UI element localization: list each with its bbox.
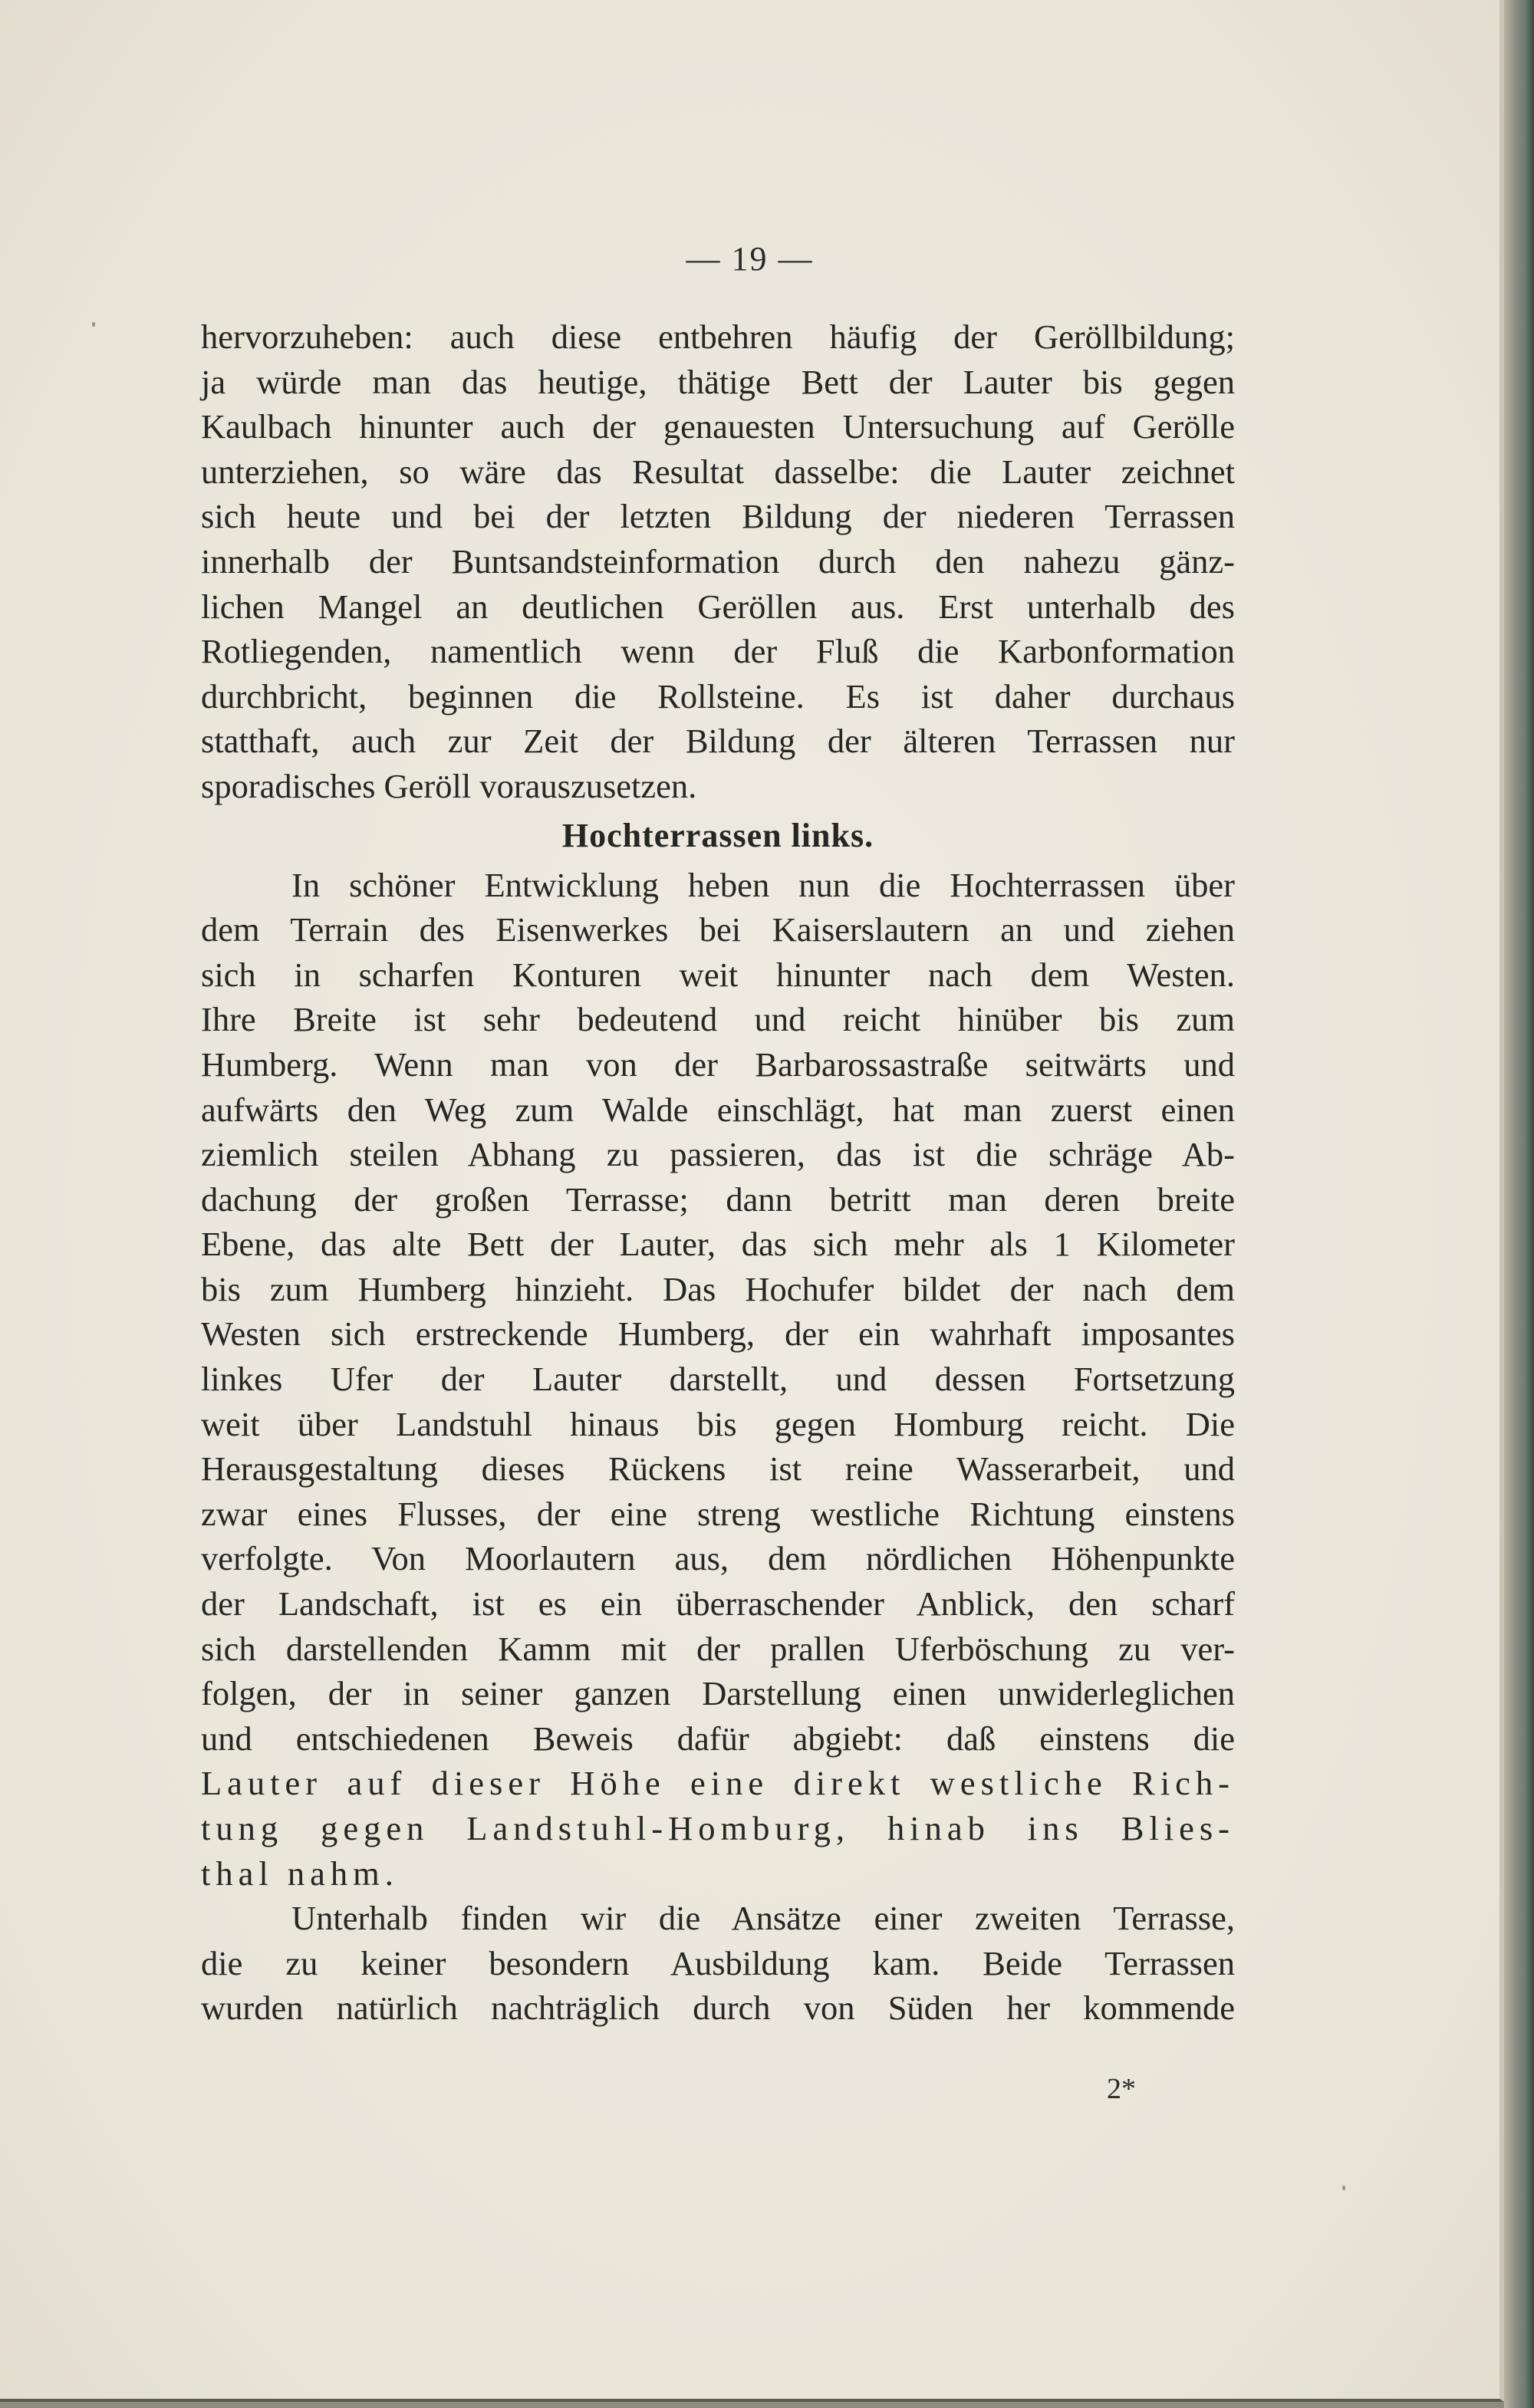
signature-mark: 2* xyxy=(1107,2073,1136,2105)
text-line: weit über Landstuhl hinaus bis gegen Homburg reicht. Die xyxy=(201,1404,1235,1443)
text-line: Ihre Breite ist sehr bedeutend und reicht hinüber bis zum xyxy=(201,1000,1235,1039)
paper-speck xyxy=(92,322,95,327)
text-line: sich darstellenden Kamm mit der prallen Uferböschung zu ver- xyxy=(201,1629,1235,1668)
text-line: Rotliegenden, namentlich wenn der Fluß die Karbonformation xyxy=(201,632,1235,671)
section-heading: Hochterrassen links. xyxy=(561,816,874,854)
text-line: der Landschaft, ist es ein überraschender Anblick, den scharf xyxy=(201,1584,1235,1623)
text-line: innerhalb der Buntsandsteinformation durch den nahezu gänz- xyxy=(201,541,1235,581)
text-line: wurden natürlich nachträglich durch von Süden her kommende xyxy=(201,1989,1235,2028)
text-line: sich heute und bei der letzten Bildung der niederen Terrassen xyxy=(201,497,1235,536)
text-line: Ebene, das alte Bett der Lauter, das sich mehr als 1 Kilometer xyxy=(201,1225,1235,1264)
text-line: folgen, der in seiner ganzen Darstellung einen unwiderleglichen xyxy=(201,1674,1235,1713)
body-text xyxy=(201,314,1235,2031)
text-line: Kaulbach hinunter auch der genauesten Untersuchung auf Gerölle xyxy=(201,407,1235,446)
book-spine-edge xyxy=(1504,0,1534,2408)
text-line: zwar eines Flusses, der eine streng westliche Richtung einstens xyxy=(201,1494,1235,1533)
text-line: Unterhalb finden wir die Ansätze einer zweiten Terrasse, xyxy=(291,1899,1235,1938)
text-line: Herausgestaltung dieses Rückens ist reine Wasserarbeit, und xyxy=(201,1449,1235,1489)
text-line: dem Terrain des Eisenwerkes bei Kaiserslautern an und ziehen xyxy=(201,910,1235,949)
text-line: Westen sich erstreckende Humberg, der ein wahrhaft imposantes xyxy=(201,1314,1235,1354)
text-line: und entschiedenen Beweis dafür abgiebt: daß einstens die xyxy=(201,1719,1235,1758)
paragraph xyxy=(201,1896,1235,2031)
text-line: linkes Ufer der Lauter darstellt, und dessen Fortsetzung xyxy=(201,1360,1235,1399)
text-line: In schöner Entwicklung heben nun die Hochterrassen über xyxy=(291,865,1235,904)
text-line: dachung der großen Terrasse; dann betritt man deren breite xyxy=(201,1179,1235,1219)
paper-speck xyxy=(1342,2186,1345,2190)
text-line: die zu keiner besondern Ausbildung kam. Beide Terrassen xyxy=(201,1943,1235,1982)
text-line: ziemlich steilen Abhang zu passieren, das ist die schräge Ab- xyxy=(201,1135,1235,1174)
text-line: sporadisches Geröll vorauszusetzen. xyxy=(201,766,697,805)
text-line-emphasis: tung gegen Landstuhl-Homburg, hinab ins Blies- xyxy=(201,1809,1235,1847)
paragraph xyxy=(201,314,1235,809)
text-line: bis zum Humberg hinzieht. Das Hochufer bildet der nach dem xyxy=(201,1269,1235,1308)
text-line: sich in scharfen Konturen weit hinunter nach dem Westen. xyxy=(201,955,1235,994)
text-line: hervorzuheben: auch diese entbehren häufig der Geröllbildung; xyxy=(201,317,1235,356)
text-line-emphasis: thal nahm. xyxy=(201,1854,399,1893)
text-line: durchbricht, beginnen die Rollsteine. Es ist daher durchaus xyxy=(201,676,1235,715)
page-number: — 19 — xyxy=(686,240,814,278)
text-line: Humberg. Wenn man von der Barbarossastraße seitwärts und xyxy=(201,1044,1235,1084)
text-line-emphasis: Lauter auf dieser Höhe eine direkt westliche Rich- xyxy=(201,1764,1235,1803)
paragraph xyxy=(201,863,1235,1896)
text-line: ja würde man das heutige, thätige Bett der Lauter bis gegen xyxy=(201,362,1235,401)
text-line: verfolgte. Von Moorlautern aus, dem nördlichen Höhenpunkte xyxy=(201,1539,1235,1578)
text-line: lichen Mangel an deutlichen Geröllen aus. Erst unterhalb des xyxy=(201,587,1235,626)
text-line: unterziehen, so wäre das Resultat dasselbe: die Lauter zeichnet xyxy=(201,452,1235,491)
text-line: aufwärts den Weg zum Walde einschlägt, hat man zuerst einen xyxy=(201,1090,1235,1129)
text-line: statthaft, auch zur Zeit der Bildung der älteren Terrassen nur xyxy=(201,722,1235,761)
